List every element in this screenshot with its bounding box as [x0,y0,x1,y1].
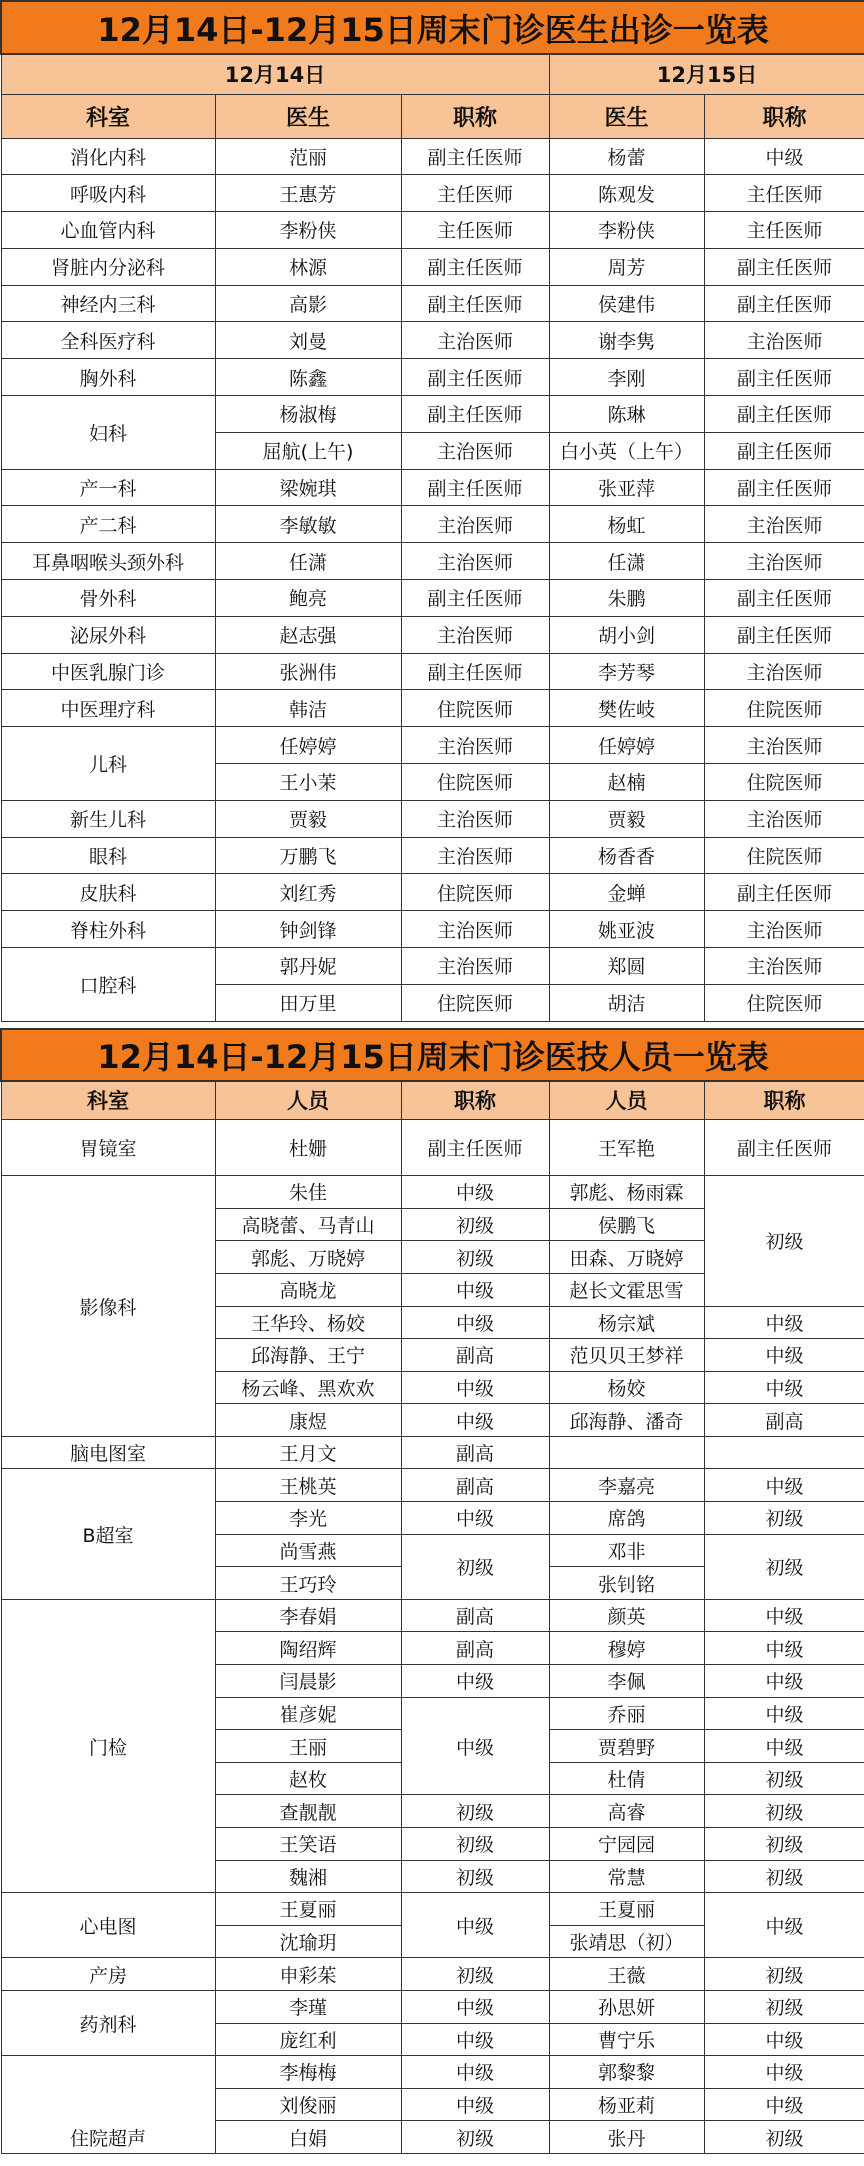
title-cell: 中级 [401,1176,549,1209]
staff-cell [549,1436,704,1469]
title-cell: 住院医师 [401,690,549,727]
staff-cell: 李佩 [549,1665,704,1698]
title-cell: 中级 [401,1273,549,1306]
doctor-cell: 赵楠 [549,764,704,801]
title-cell: 副主任医师 [401,580,549,617]
title-cell: 中级 [704,138,864,175]
title-cell: 主治医师 [704,322,864,359]
doctor-cell: 谢李隽 [549,322,704,359]
staff-cell: 杜倩 [549,1762,704,1795]
title-cell: 中级 [704,1371,864,1404]
staff-cell: 杨宗斌 [549,1306,704,1339]
date-header-day2: 12月15日 [549,54,864,94]
title-cell: 中级 [401,1893,549,1958]
dept-cell: 口腔科 [1,948,215,1022]
title-cell: 中级 [401,2023,549,2056]
title-cell: 副主任医师 [704,874,864,911]
title-cell: 主治医师 [401,948,549,985]
doctor-cell: 杨香香 [549,837,704,874]
title-cell: 初级 [704,1828,864,1861]
doctor-cell: 任潇 [549,543,704,580]
staff-cell: 闫晨影 [215,1665,401,1698]
title-cell: 中级 [401,2088,549,2121]
dept-cell: 脊柱外科 [1,911,215,948]
title-cell: 初级 [401,2121,549,2154]
staff-cell: 王笑语 [215,1828,401,1861]
title-cell: 副主任医师 [704,469,864,506]
doctor-cell: 杨虹 [549,506,704,543]
dept-cell: 皮肤科 [1,874,215,911]
dept-cell: 门检 [1,1599,215,1892]
staff-cell: 陶绍辉 [215,1632,401,1665]
title-cell: 中级 [704,1469,864,1502]
title-cell: 副高 [401,1632,549,1665]
title-cell: 主治医师 [704,911,864,948]
title-cell: 住院医师 [401,874,549,911]
doctor-row [1,396,864,433]
title-cell: 住院医师 [704,764,864,801]
dept-cell: 脑电图室 [1,1436,215,1469]
title-cell: 副主任医师 [401,285,549,322]
title-cell: 副主任医师 [704,580,864,617]
dept-cell: 影像科 [1,1176,215,1437]
doctor-cell: 任潇 [215,543,401,580]
staff-cell: 孙思妍 [549,1990,704,2023]
staff-cell: 杨云峰、黑欢欢 [215,1371,401,1404]
col-header-dept: 科室 [1,94,215,138]
dept-cell: 消化内科 [1,138,215,175]
staff-cell: 魏湘 [215,1860,401,1893]
title-cell: 中级 [401,2056,549,2089]
staff-cell: 白娟 [215,2121,401,2154]
doctor-cell: 杨蕾 [549,138,704,175]
dept-cell: 神经内三科 [1,285,215,322]
col-header-title-day2: 职称 [704,1081,864,1120]
title-cell: 副主任医师 [704,359,864,396]
doctor-cell: 胡小剑 [549,616,704,653]
title-cell: 副高 [401,1599,549,1632]
title-cell: 住院医师 [401,764,549,801]
title-cell: 初级 [704,1502,864,1535]
staff-cell: 王丽 [215,1730,401,1763]
dept-cell: 产房 [1,1958,215,1991]
dept-cell: 儿科 [1,727,215,801]
dept-cell: 耳鼻咽喉头颈外科 [1,543,215,580]
title-cell: 初级 [704,1534,864,1599]
staff-cell: 张钊铭 [549,1567,704,1600]
title-cell: 中级 [401,1502,549,1535]
dept-cell: B超室 [1,1469,215,1599]
doctor-table-title: 12月14日-12月15日周末门诊医生出诊一览表 [1,1,864,54]
staff-cell: 王薇 [549,1958,704,1991]
title-cell: 副主任医师 [704,396,864,433]
title-cell: 初级 [401,1795,549,1828]
doctor-row [1,800,864,837]
title-cell: 副主任医师 [401,469,549,506]
title-cell: 副高 [401,1339,549,1372]
title-cell: 初级 [704,1795,864,1828]
dept-cell: 中医理疗科 [1,690,215,727]
doctor-cell: 鲍亮 [215,580,401,617]
title-cell: 初级 [704,1958,864,1991]
dept-cell: 骨外科 [1,580,215,617]
doctor-cell: 范丽 [215,138,401,175]
title-cell: 中级 [401,1404,549,1437]
title-cell: 主任医师 [401,212,549,249]
staff-cell: 侯鹏飞 [549,1208,704,1241]
doctor-row [1,653,864,690]
title-cell: 主治医师 [704,727,864,764]
col-header-doctor-day2: 医生 [549,94,704,138]
title-cell: 主任医师 [704,212,864,249]
staff-cell: 庞红利 [215,2023,401,2056]
dept-cell: 呼吸内科 [1,175,215,212]
doctor-cell: 金蝉 [549,874,704,911]
doctor-cell: 高影 [215,285,401,322]
doctor-cell: 万鹏飞 [215,837,401,874]
doctor-cell: 李粉侠 [215,212,401,249]
dept-cell: 产二科 [1,506,215,543]
doctor-cell: 贾毅 [549,800,704,837]
doctor-cell: 李刚 [549,359,704,396]
title-cell: 副高 [704,1404,864,1437]
doctor-cell: 任婷婷 [549,727,704,764]
doctor-cell: 樊佐岐 [549,690,704,727]
title-cell: 中级 [704,1893,864,1958]
doctor-cell: 张洲伟 [215,653,401,690]
doctor-row [1,580,864,617]
doctor-row [1,616,864,653]
staff-cell: 李梅梅 [215,2056,401,2089]
doctor-cell: 屈航(上午) [215,432,401,469]
doctor-cell: 赵志强 [215,616,401,653]
title-cell: 初级 [401,1828,549,1861]
staff-cell: 宁园园 [549,1828,704,1861]
date-header-day1: 12月14日 [1,54,549,94]
title-cell: 副高 [401,1469,549,1502]
doctor-cell: 陈琳 [549,396,704,433]
doctor-row [1,690,864,727]
staff-cell: 王桃英 [215,1469,401,1502]
title-cell: 主治医师 [401,800,549,837]
title-cell: 中级 [704,1665,864,1698]
doctor-row [1,138,864,175]
staff-cell: 乔丽 [549,1697,704,1730]
title-cell: 副主任医师 [704,616,864,653]
dept-cell: 肾脏内分泌科 [1,248,215,285]
title-cell: 住院医师 [704,690,864,727]
title-cell: 中级 [704,1697,864,1730]
staff-cell: 穆婷 [549,1632,704,1665]
dept-cell: 中医乳腺门诊 [1,653,215,690]
staff-cell: 王巧玲 [215,1567,401,1600]
title-cell: 主治医师 [401,322,549,359]
title-cell: 主治医师 [401,543,549,580]
title-cell: 中级 [401,1306,549,1339]
title-cell: 副主任医师 [401,359,549,396]
title-cell: 中级 [401,1697,549,1795]
title-cell: 主治医师 [401,432,549,469]
doctor-row [1,543,864,580]
dept-cell: 产一科 [1,469,215,506]
dept-cell: 新生儿科 [1,800,215,837]
title-cell: 初级 [704,1762,864,1795]
staff-cell: 朱佳 [215,1176,401,1209]
staff-cell: 邱海静、王宁 [215,1339,401,1372]
staff-cell: 席鸽 [549,1502,704,1535]
staff-cell: 杜姗 [215,1120,401,1176]
staff-cell: 李瑾 [215,1990,401,2023]
staff-cell: 张丹 [549,2121,704,2154]
doctor-row [1,285,864,322]
dept-cell: 眼科 [1,837,215,874]
title-cell: 主治医师 [704,543,864,580]
staff-cell: 常慧 [549,1860,704,1893]
doctor-row [1,212,864,249]
doctor-row [1,948,864,985]
doctor-row [1,248,864,285]
doctor-cell: 杨淑梅 [215,396,401,433]
title-cell: 初级 [704,1990,864,2023]
staff-cell: 邱海静、潘奇 [549,1404,704,1437]
title-cell: 副高 [401,1436,549,1469]
doctor-row [1,911,864,948]
doctor-cell: 钟剑锋 [215,911,401,948]
title-cell: 副主任医师 [704,1120,864,1176]
doctor-cell: 朱鹏 [549,580,704,617]
staff-cell: 张靖思（初） [549,1925,704,1958]
staff-cell: 郭彪、万晓婷 [215,1241,401,1274]
doctor-cell: 李敏敏 [215,506,401,543]
doctor-cell: 韩洁 [215,690,401,727]
col-header-title-day1: 职称 [401,94,549,138]
doctor-cell: 李粉侠 [549,212,704,249]
staff-cell: 王夏丽 [215,1893,401,1926]
staff-cell: 康煜 [215,1404,401,1437]
dept-cell: 泌尿外科 [1,616,215,653]
title-cell: 中级 [704,2088,864,2121]
doctor-cell: 林源 [215,248,401,285]
staff-cell: 赵枚 [215,1762,401,1795]
doctor-cell: 姚亚波 [549,911,704,948]
staff-cell: 赵长文霍思雪 [549,1273,704,1306]
dept-cell: 心电图 [1,1893,215,1958]
title-cell: 初级 [704,2121,864,2154]
title-cell: 主任医师 [704,175,864,212]
col-header-title-day1: 职称 [401,1081,549,1120]
doctor-cell: 陈观发 [549,175,704,212]
title-cell: 住院医师 [704,984,864,1021]
staff-cell: 贾碧野 [549,1730,704,1763]
doctor-row [1,837,864,874]
staff-cell: 田森、万晓婷 [549,1241,704,1274]
col-header-staff-day1: 人员 [215,1081,401,1120]
doctor-cell: 梁婉琪 [215,469,401,506]
staff-cell: 范贝贝王梦祥 [549,1339,704,1372]
title-cell: 副主任医师 [704,248,864,285]
title-cell: 初级 [401,1534,549,1599]
staff-cell: 郭黎黎 [549,2056,704,2089]
title-cell: 中级 [704,1730,864,1763]
doctor-cell: 周芳 [549,248,704,285]
title-cell: 住院医师 [401,984,549,1021]
title-cell: 主任医师 [401,175,549,212]
doctor-row [1,359,864,396]
doctor-cell: 王惠芳 [215,175,401,212]
title-cell: 初级 [401,1241,549,1274]
doctor-schedule-table [0,0,864,1022]
tech-table-title: 12月14日-12月15日周末门诊医技人员一览表 [1,1029,864,1081]
doctor-cell: 田万里 [215,984,401,1021]
staff-cell: 崔彦妮 [215,1697,401,1730]
staff-cell: 杨亚莉 [549,2088,704,2121]
doctor-cell: 贾毅 [215,800,401,837]
col-header-doctor-day1: 医生 [215,94,401,138]
title-cell: 中级 [401,1665,549,1698]
staff-cell: 李光 [215,1502,401,1535]
title-cell: 副主任医师 [401,1120,549,1176]
title-cell: 主治医师 [704,653,864,690]
doctor-row [1,322,864,359]
dept-cell: 妇科 [1,396,215,470]
title-cell: 初级 [704,1176,864,1306]
doctor-cell: 胡洁 [549,984,704,1021]
doctor-cell: 李芳琴 [549,653,704,690]
staff-cell: 李春娟 [215,1599,401,1632]
doctor-row [1,469,864,506]
staff-cell: 高晓龙 [215,1273,401,1306]
staff-cell: 查靓靓 [215,1795,401,1828]
title-cell: 副主任医师 [704,285,864,322]
title-cell: 住院医师 [704,837,864,874]
doctor-row [1,727,864,764]
doctor-cell: 张亚萍 [549,469,704,506]
title-cell: 主治医师 [401,616,549,653]
staff-cell: 王华玲、杨姣 [215,1306,401,1339]
dept-cell: 全科医疗科 [1,322,215,359]
dept-cell: 心血管内科 [1,212,215,249]
title-cell: 中级 [401,1990,549,2023]
doctor-cell: 陈鑫 [215,359,401,396]
title-cell: 主治医师 [704,506,864,543]
doctor-row [1,874,864,911]
dept-cell: 胃镜室 [1,1120,215,1176]
title-cell: 主治医师 [401,911,549,948]
title-cell: 副主任医师 [401,396,549,433]
col-header-title-day2: 职称 [704,94,864,138]
staff-cell: 刘俊丽 [215,2088,401,2121]
staff-cell: 李嘉亮 [549,1469,704,1502]
staff-cell: 曹宁乐 [549,2023,704,2056]
title-cell: 初级 [401,1860,549,1893]
staff-cell: 沈瑜玥 [215,1925,401,1958]
col-header-dept: 科室 [1,1081,215,1120]
doctor-cell: 侯建伟 [549,285,704,322]
title-cell: 中级 [704,1599,864,1632]
title-cell [704,1436,864,1469]
title-cell: 副主任医师 [704,432,864,469]
title-cell: 中级 [704,2056,864,2089]
staff-cell: 颜英 [549,1599,704,1632]
staff-cell: 高睿 [549,1795,704,1828]
staff-cell: 杨姣 [549,1371,704,1404]
doctor-row [1,506,864,543]
staff-cell: 王军艳 [549,1120,704,1176]
dept-cell: 胸外科 [1,359,215,396]
tech-staff-table [0,1028,864,2154]
doctor-cell: 白小英（上午） [549,432,704,469]
doctor-cell: 郑圆 [549,948,704,985]
staff-cell: 高晓蕾、马青山 [215,1208,401,1241]
staff-cell: 王月文 [215,1436,401,1469]
title-cell: 中级 [704,1339,864,1372]
title-cell: 副主任医师 [401,138,549,175]
title-cell: 主治医师 [704,800,864,837]
doctor-cell: 王小茉 [215,764,401,801]
title-cell: 中级 [704,1306,864,1339]
staff-cell: 王夏丽 [549,1893,704,1926]
dept-cell: 药剂科 [1,1990,215,2055]
title-cell: 初级 [401,1958,549,1991]
col-header-staff-day2: 人员 [549,1081,704,1120]
title-cell: 中级 [401,1371,549,1404]
title-cell: 中级 [704,1632,864,1665]
doctor-row [1,175,864,212]
title-cell: 初级 [401,1208,549,1241]
title-cell: 主治医师 [401,506,549,543]
staff-cell: 申彩茱 [215,1958,401,1991]
doctor-cell: 任婷婷 [215,727,401,764]
doctor-cell: 刘曼 [215,322,401,359]
title-cell: 副主任医师 [401,248,549,285]
staff-cell: 尚雪燕 [215,1534,401,1567]
title-cell: 初级 [704,1860,864,1893]
title-cell: 主治医师 [401,727,549,764]
title-cell: 中级 [704,2023,864,2056]
dept-cell: 住院超声 [1,2056,215,2154]
title-cell: 副主任医师 [401,653,549,690]
title-cell: 主治医师 [704,948,864,985]
title-cell: 主治医师 [401,837,549,874]
doctor-cell: 刘红秀 [215,874,401,911]
staff-cell: 邓非 [549,1534,704,1567]
staff-cell: 郭彪、杨雨霖 [549,1176,704,1209]
doctor-cell: 郭丹妮 [215,948,401,985]
